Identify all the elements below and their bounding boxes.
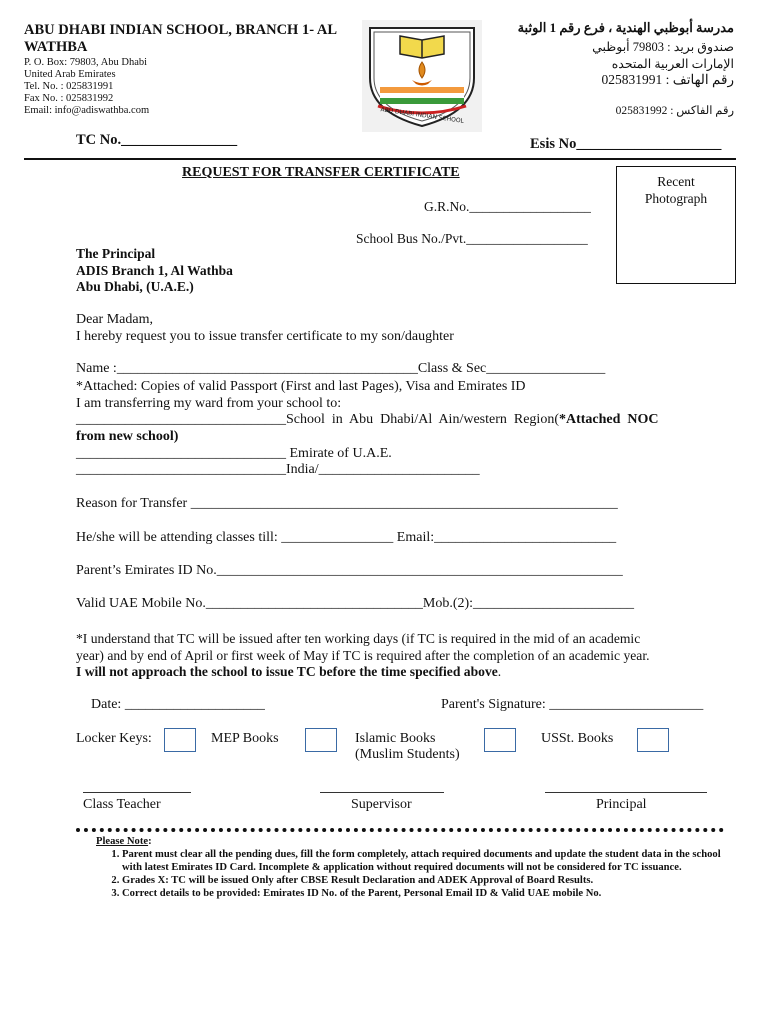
photo-box[interactable] [616, 166, 736, 284]
school-name: ABU DHABI INDIAN SCHOOL, BRANCH 1- AL WATHBA [24, 22, 337, 55]
arabic-fax: رقم الفاكس : 025831992 [615, 105, 734, 117]
note-item: 1. Parent must clear all the pending dues, fill the form completely, attach required documents and update the student data in the school with latest Emirates ID Card. Incomplete & application without required documents will not be considered for TC issuance. [122, 848, 726, 874]
photo-box-label-1: Recent [657, 174, 695, 189]
notes-heading-colon: : [148, 836, 152, 847]
usst-books-label: USSt. Books [541, 731, 614, 746]
usst-books-checkbox[interactable] [637, 728, 669, 752]
attached-docs-note: *Attached: Copies of valid Passport (First and last Pages), Visa and Emirates ID [76, 379, 526, 394]
understand-period: . [497, 664, 502, 679]
arabic-tel: رقم الهاتف : 025831991 [601, 72, 734, 87]
school-bus-field[interactable]: School Bus No./Pvt.__________________ [356, 231, 588, 246]
class-teacher-label: Class Teacher [83, 797, 161, 812]
islamic-books-checkbox[interactable] [484, 728, 516, 752]
addressee-line-3: Abu Dhabi, (U.A.E.) [76, 279, 194, 294]
india-field[interactable]: ______________________________India/_______________________ [76, 462, 480, 477]
supervisor-label: Supervisor [351, 797, 412, 812]
notes-list [96, 848, 726, 900]
mep-books-checkbox[interactable] [305, 728, 337, 752]
notes-heading [96, 835, 726, 848]
tc-number-field[interactable]: TC No.________________ [76, 132, 238, 148]
islamic-books-label: Islamic Books [355, 731, 436, 746]
noc-note: *Attached NOC [558, 412, 659, 427]
arabic-country: الإمارات العربية المتحده [611, 57, 734, 71]
principal-label: Principal [596, 797, 647, 812]
new-school-field[interactable] [76, 412, 659, 428]
crest-text: ABU DHABI INDIAN SCHOOL [380, 106, 465, 125]
gr-number-field[interactable]: G.R.No.__________________ [424, 199, 591, 214]
name-class-field[interactable]: Name :___________________________________________Class & Sec_________________ [76, 361, 606, 376]
esis-number-field[interactable]: Esis No____________________ [530, 136, 722, 152]
school-tel: Tel. No. : 025831991 [24, 81, 114, 92]
principal-signature-line[interactable] [545, 792, 707, 793]
form-title: REQUEST FOR TRANSFER CERTIFICATE [182, 165, 460, 180]
noc-note-cont: from new school) [76, 429, 179, 444]
addressee-line-1: The Principal [76, 246, 156, 261]
new-school-region-text: ______________________________School in Abu Dhabi/Al Ain/western Region( [76, 412, 559, 427]
school-fax: Fax No. : 025831992 [24, 93, 114, 104]
understand-line-2: year) and by end of April or first week of May if TC is required after the completion of an academic year. [76, 648, 650, 663]
class-teacher-signature-line[interactable] [83, 792, 191, 793]
mep-books-label: MEP Books [211, 731, 279, 746]
attending-email-field[interactable]: He/she will be attending classes till: ________________ Email:__________________________ [76, 530, 617, 545]
salutation: Dear Madam, [76, 312, 153, 327]
islamic-books-sublabel: (Muslim Students) [355, 747, 460, 762]
addressee-line-2: ADIS Branch 1, Al Wathba [76, 262, 233, 278]
school-country: United Arab Emirates [24, 69, 116, 80]
mobile-field[interactable]: Valid UAE Mobile No._______________________________Mob.(2):_______________________ [76, 596, 635, 611]
locker-keys-checkbox[interactable] [164, 728, 196, 752]
photo-box-label-2: Photograph [644, 191, 708, 206]
supervisor-signature-line[interactable] [320, 792, 444, 793]
header-divider [24, 158, 736, 160]
date-field[interactable]: Date: ____________________ [91, 697, 265, 712]
note-item: 2. Grades X: TC will be issued Only after CBSE Result Declaration and ADEK Approval of Board Results. [122, 874, 726, 887]
note-item: 3. Correct details to be provided: Emirates ID No. of the Parent, Personal Email ID & Valid UAE mobile No. [122, 887, 726, 900]
addressee-block [76, 246, 233, 296]
arabic-po-box: صندوق بريد : 79803 أبوظبي [592, 40, 734, 54]
understand-bold: I will not approach the school to issue TC before the time specified above [76, 664, 498, 679]
notes-section [96, 835, 726, 900]
school-crest-logo [362, 20, 482, 132]
notes-divider [76, 828, 724, 832]
notes-heading-text: Please Note [96, 836, 149, 847]
emirate-field[interactable]: ______________________________ Emirate of U.A.E. [76, 446, 392, 461]
understand-line-3 [76, 663, 501, 680]
school-email: Email: info@adiswathba.com [24, 105, 150, 116]
locker-keys-label: Locker Keys: [76, 731, 152, 746]
emirates-id-field[interactable]: Parent’s Emirates ID No.__________________________________________________________ [76, 563, 623, 578]
request-line: I hereby request you to issue transfer certificate to my son/daughter [76, 329, 454, 344]
parent-signature-field[interactable]: Parent's Signature: ______________________ [441, 697, 704, 712]
school-po-box: P. O. Box: 79803, Abu Dhabi [24, 57, 148, 68]
transferring-line: I am transferring my ward from your school to: [76, 396, 342, 411]
reason-field[interactable]: Reason for Transfer _____________________________________________________________ [76, 496, 618, 511]
arabic-school-name: مدرسة أبوظبي الهندية ، فرع رقم 1 الوثبة [517, 20, 734, 35]
understand-line-1: *I understand that TC will be issued after ten working days (if TC is required in the mid of an academic [76, 631, 641, 646]
